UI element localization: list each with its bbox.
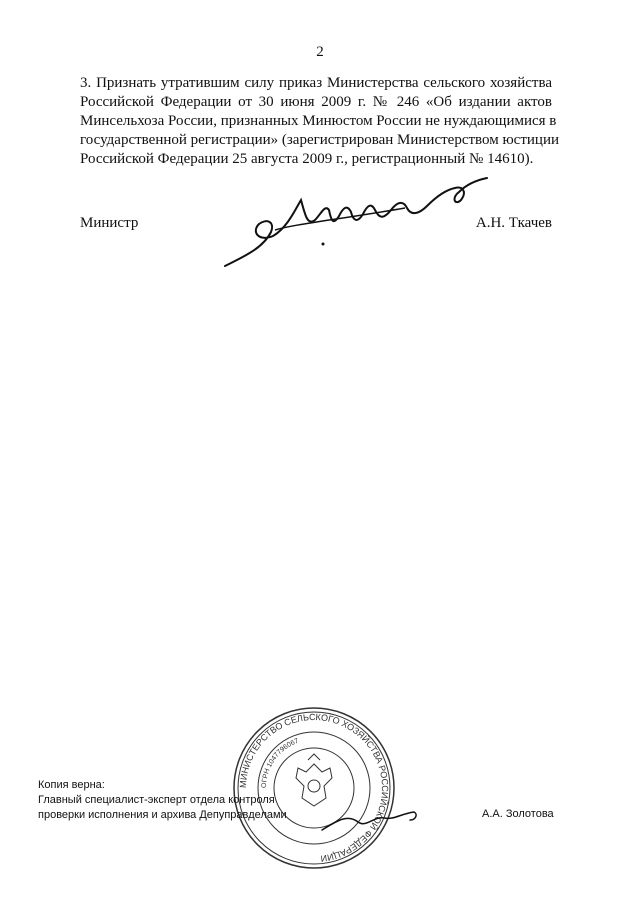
paragraph-line: Российской Федерации от 30 июня 2009 г. № 246 «Об издании актов [80,94,552,110]
seal-outer-text: МИНИСТЕРСТВО СЕЛЬСКОГО ХОЗЯЙСТВА РОССИЙСКОЙ ФЕДЕРАЦИИ [237,711,391,864]
signature-image [215,170,505,280]
paragraph-line: Российской Федерации 25 августа 2009 г., регистрационный № 14610). [80,151,534,167]
certifier-position-cont: проверки исполнения и архива Депуправделами [38,809,287,821]
certification-block [38,778,287,823]
signer-title: Министр [80,215,139,231]
certifier-signature-image [318,800,428,840]
certifier-name: А.А. Золотова [482,808,554,820]
paragraph-line: Минсельхоза России, признанных Минюстом России не нуждающимися в [80,113,557,129]
certifier-position: Главный специалист-эксперт отдела контроля [38,794,275,806]
seal-inner-text: ОГРН 1047796067 [260,737,300,789]
body-paragraph [80,74,560,169]
coat-of-arms-emblem [296,754,332,806]
copy-label: Копия верна: [38,779,105,791]
paragraph-line: государственной регистрации» (зарегистрирован Министерством юстиции [80,132,560,148]
paragraph-line: 3. Признать утратившим силу приказ Министерства сельского хозяйства [80,75,552,91]
signer-name: А.Н. Ткачев [475,215,552,231]
page-number: 2 [316,44,324,60]
